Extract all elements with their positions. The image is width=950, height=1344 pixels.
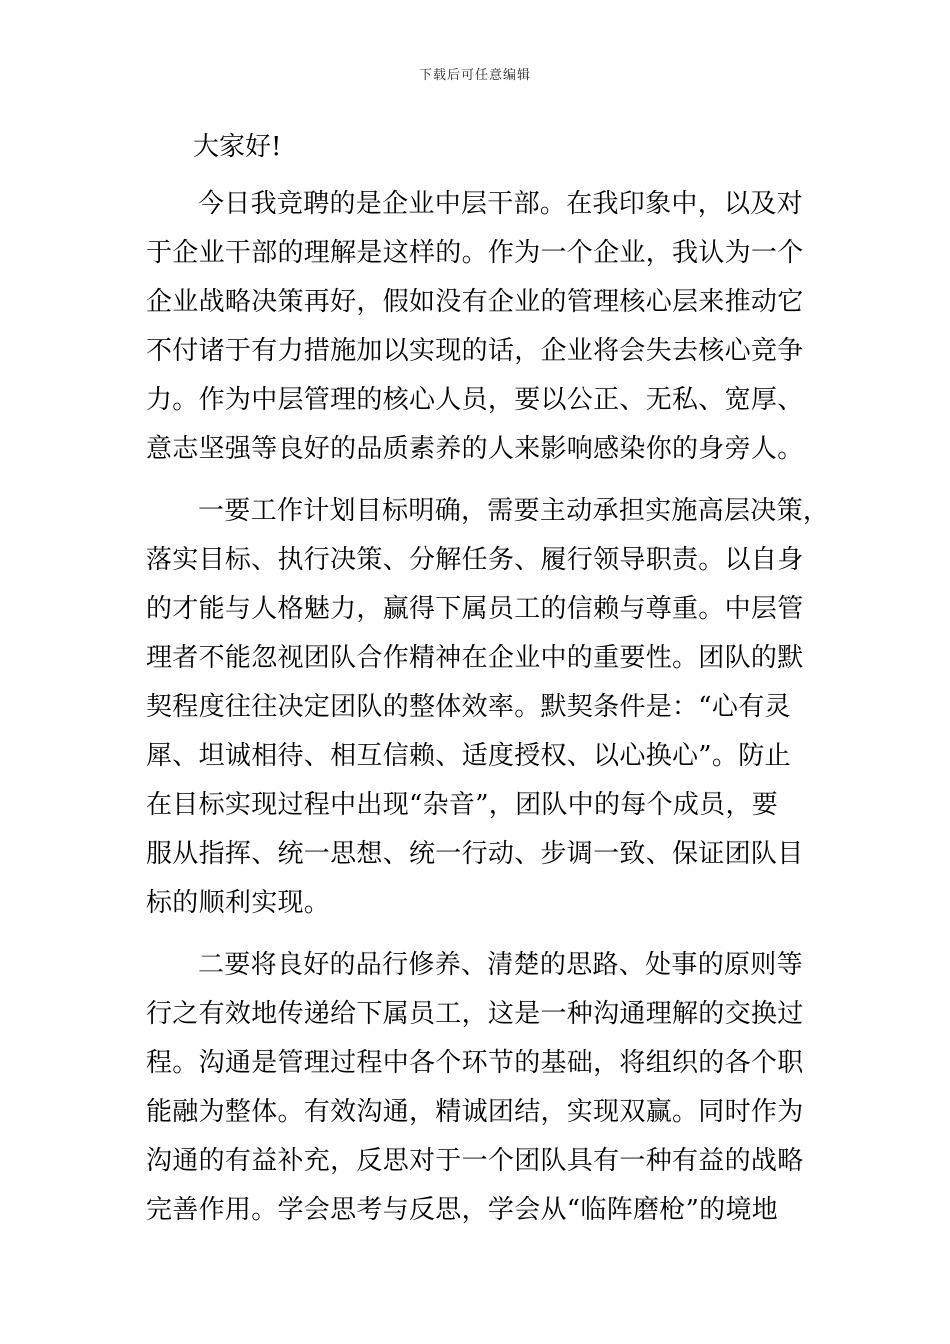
paragraph-line: 完善作用。学会思考与反思，学会从“临阵磨枪”的境地 (146, 1195, 779, 1225)
paragraph-line: 标的顺利实现。 (146, 888, 331, 918)
paragraph-line: 在目标实现过程中出现“杂音”，团队中的每个成员，要 (146, 790, 779, 820)
paragraph-line: 二要将良好的品行修养、清楚的思路、处事的原则等 (198, 950, 803, 980)
paragraph-line: 契程度往往决定团队的整体效率。默契条件是：“心有灵 (146, 692, 791, 722)
paragraph-line: 企业战略决策再好，假如没有企业的管理核心层来推动它 (146, 287, 804, 317)
paragraph-line: 落实目标、执行决策、分解任务、履行领导职责。以自身 (146, 545, 804, 575)
paragraph-line: 程。沟通是管理过程中各个环节的基础，将组织的各个职 (146, 1048, 804, 1078)
document-body (146, 180, 846, 1235)
paragraph-line: 不付诸于有力措施加以实现的话，企业将会失去核心竞争 (146, 336, 804, 366)
paragraph-line: 犀、坦诚相待、相互信赖、适度授权、以心换心”。防止 (146, 741, 791, 771)
greeting: 大家好! (193, 132, 282, 162)
paragraph-line: 行之有效地传递给下属员工，这是一种沟通理解的交换过 (146, 999, 804, 1029)
paragraph-line: 一要工作计划目标明确，需要主动承担实施高层决策， (198, 496, 830, 526)
paragraph-line: 服从指挥、统一思想、统一行动、步调一致、保证团队目 (146, 839, 804, 869)
paragraph-line: 意志坚强等良好的品质素养的人来影响感染你的身旁人。 (146, 434, 804, 464)
paragraph-line: 能融为整体。有效沟通，精诚团结，实现双赢。同时作为 (146, 1097, 804, 1127)
paragraph-line: 理者不能忽视团队合作精神在企业中的重要性。团队的默 (146, 643, 804, 673)
page-header: 下载后可任意编辑 (418, 68, 531, 83)
paragraph-line: 今日我竞聘的是企业中层干部。在我印象中，以及对 (198, 189, 803, 219)
paragraph-line: 的才能与人格魅力，赢得下属员工的信赖与尊重。中层管 (146, 594, 804, 624)
paragraph-line: 沟通的有益补充，反思对于一个团队具有一种有益的战略 (146, 1146, 804, 1176)
paragraph-line: 于企业干部的理解是这样的。作为一个企业，我认为一个 (146, 238, 804, 268)
paragraph-line: 力。作为中层管理的核心人员，要以公正、无私、宽厚、 (146, 385, 804, 415)
